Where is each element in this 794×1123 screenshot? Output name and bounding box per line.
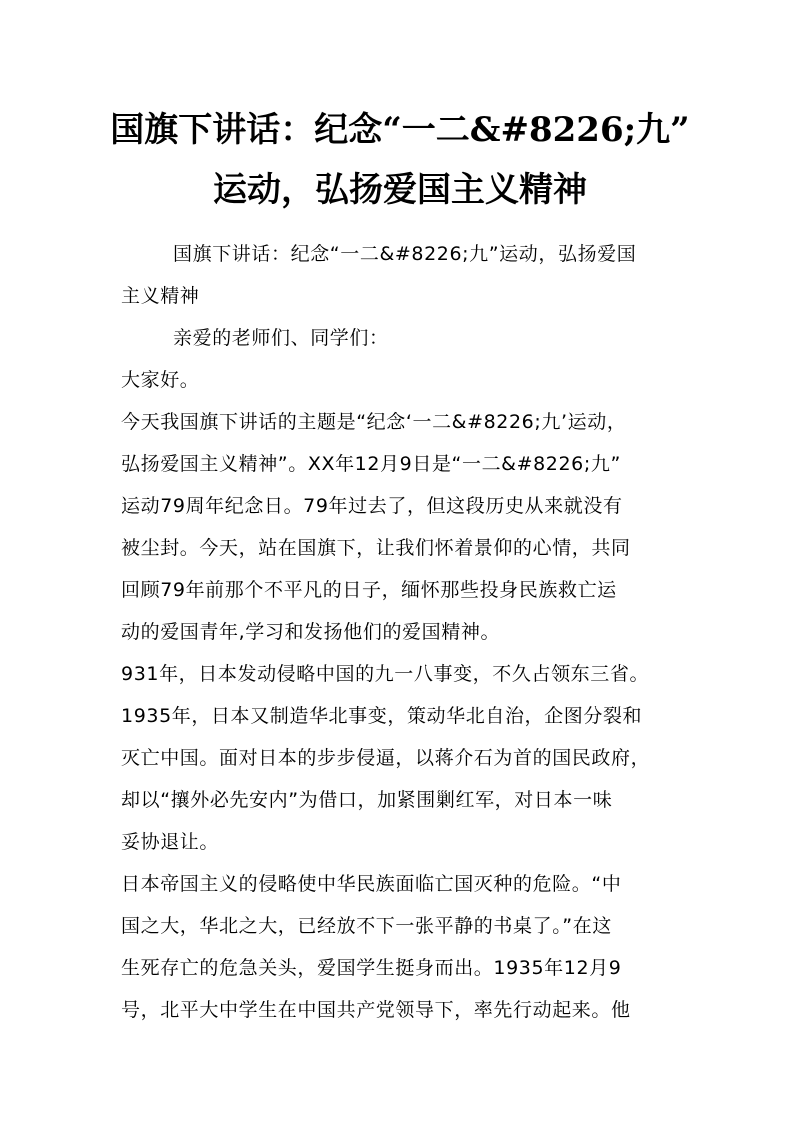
subtitle-line-1: 国旗下讲话：纪念“一二&#8226;九”运动，弘扬爱国 [173, 243, 637, 265]
paragraph-line: 灭亡中国。面对日本的步步侵逼，以蒋介石为首的国民政府， [121, 747, 651, 769]
paragraph-line: 号，北平大中学生在中国共产党领导下，率先行动起来。他 [121, 999, 631, 1021]
paragraph-line: 1935年，日本又制造华北事变，策动华北自治，企图分裂和 [121, 705, 643, 727]
paragraph-line: 回顾79年前那个不平凡的日子，缅怀那些投身民族救亡运 [121, 579, 617, 601]
paragraph-line: 动的爱国青年,学习和发扬他们的爱国精神。 [121, 621, 501, 643]
paragraph-line: 妥协退让。 [121, 831, 220, 853]
paragraph-line: 931年，日本发动侵略中国的九一八事变，不久占领东三省。 [121, 663, 650, 685]
paragraph-line: 被尘封。今天，站在国旗下，让我们怀着景仰的心情，共同 [121, 537, 631, 559]
paragraph-line: 却以“攘外必先安内”为借口，加紧围剿红军，对日本一味 [121, 789, 613, 811]
paragraph-line: 运动79周年纪念日。79年过去了，但这段历史从来就没有 [121, 495, 623, 517]
title-line-2: 运动，弘扬爱国主义精神 [213, 170, 587, 210]
paragraph-line: 弘扬爱国主义精神”。XX年12月9日是“一二&#8226;九” [121, 453, 621, 475]
title-line-1: 国旗下讲话：纪念“一二&#8226;九” [110, 110, 690, 150]
paragraph-line: 今天我国旗下讲话的主题是“纪念‘一二&#8226;九’运动， [121, 411, 627, 433]
subtitle-line-2: 主义精神 [121, 285, 200, 307]
greeting-line: 大家好。 [121, 369, 200, 391]
salutation-line: 亲爱的老师们、同学们： [173, 327, 389, 349]
paragraph-line: 国之大，华北之大，已经放不下一张平静的书桌了。”在这 [121, 915, 612, 937]
paragraph-line: 生死存亡的危急关头，爱国学生挺身而出。1935年12月9 [121, 957, 622, 979]
paragraph-line: 日本帝国主义的侵略使中华民族面临亡国灭种的危险。“中 [121, 873, 622, 895]
